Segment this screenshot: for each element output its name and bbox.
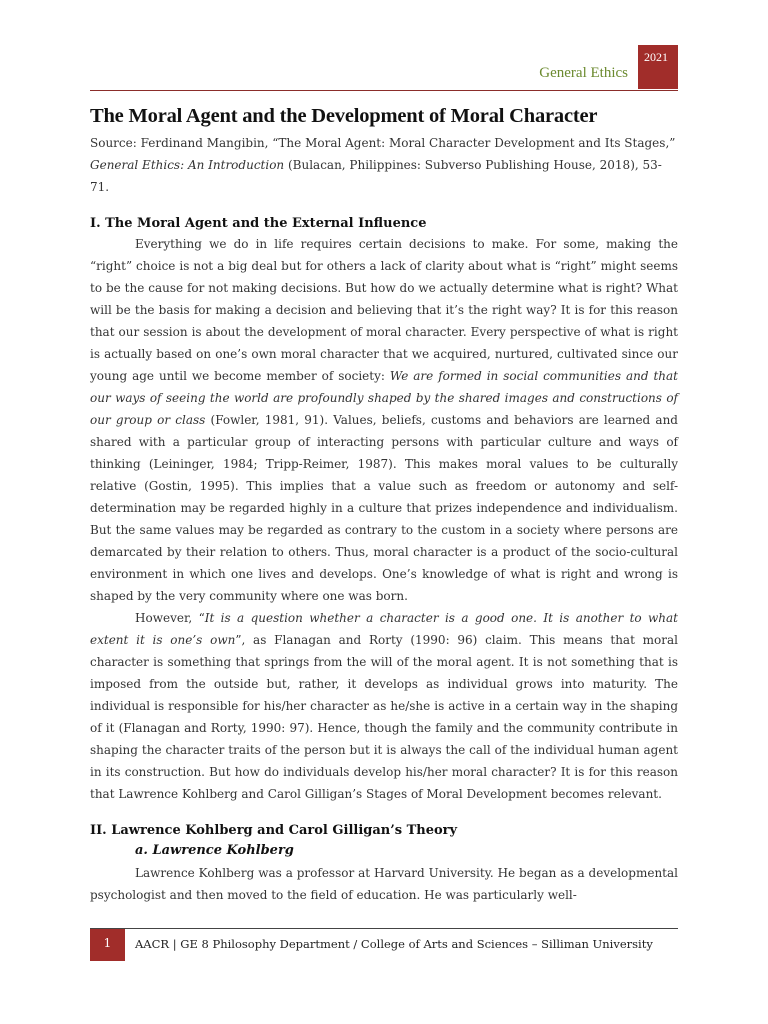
subsection-heading: a. Lawrence Kohlberg bbox=[135, 843, 294, 858]
paragraph-3: Lawrence Kohlberg was a professor at Harvard University. He began as a developmental psychologist and then moved to the field of education. He was particularly well- bbox=[90, 866, 678, 902]
paragraph-1 bbox=[90, 233, 678, 607]
document-body bbox=[90, 105, 678, 906]
paragraph-1-text-a: Everything we do in life requires certain decisions to make. For some, making the “right” choice is not a big deal but for others a lack of clarity about what is “right” might seems to be the cause for not making decisions. But how do we actually determine what is right? What will be the basis for making a decision and believing that it’s the right way? It is for this reason that our session is about the development of moral character. Every perspective of what is right is actually based on one’s own moral character that we acquired, nurtured, cultivated since our young age until we become member of society: bbox=[90, 237, 678, 383]
paragraph-1-quote: We are formed in social communities and that our ways of seeing the world are profoundly shaped by the shared images and constructions of our group or class bbox=[90, 369, 678, 427]
header-year-badge: 2021 bbox=[638, 45, 678, 89]
source-suffix: (Bulacan, Philippines: Subverso Publishing House, 2018), 53-71. bbox=[90, 158, 662, 194]
document-title: The Moral Agent and the Development of Moral Character bbox=[90, 105, 598, 127]
paragraph-2-quote: It is a question whether a character is a good one. It is another to what extent it is one’s own bbox=[90, 611, 678, 647]
source-book-title: General Ethics: An Introduction bbox=[90, 158, 285, 172]
paragraph-1-text-b: (Fowler, 1981, 91). Values, beliefs, customs and behaviors are learned and shared with a particular group of interacting persons with particular culture and ways of thinking (Leininger, 1984; Tripp-Reimer, 1987). This makes moral values to be culturally relative (Gostin, 1995). This implies that a value such as freedom or autonomy and self-determination may be regarded highly in a culture that prizes independence and individualism. But the same values may be regarded as contrary to the custom in a society where persons are demarcated by their relation to others. Thus, moral character is a product of the socio-cultural environment in which one lives and develops. One’s knowledge of what is right and wrong is shaped by the very community where one was born. bbox=[90, 413, 678, 603]
paragraph-2-text-a: However, “ bbox=[135, 611, 205, 625]
footer-text: AACR | GE 8 Philosophy Department / College of Arts and Sciences – Silliman University bbox=[135, 937, 653, 951]
section-heading-1: I. The Moral Agent and the External Influence bbox=[90, 216, 427, 231]
page-header bbox=[90, 45, 678, 91]
section-heading-2: II. Lawrence Kohlberg and Carol Gilligan’s Theory bbox=[90, 823, 458, 838]
source-prefix: Source: Ferdinand Mangibin, “The Moral Agent: Moral Character Development and Its Stages,” bbox=[90, 136, 676, 150]
paragraph-2 bbox=[90, 607, 678, 805]
source-citation bbox=[90, 132, 678, 198]
header-title: General Ethics bbox=[539, 65, 628, 81]
paragraph-2-text-b: ”, as Flanagan and Rorty (1990: 96) claim. This means that moral character is something that springs from the will of the moral agent. It is not something that is imposed from the outside but, rather, it develops as individual grows into maturity. The individual is responsible for his/her character as he/she is active in a certain way in the shaping of it (Flanagan and Rorty, 1990: 97). Hence, though the family and the community contribute in shaping the character traits of the person but it is always the call of the individual human agent in its construction. But how do individuals develop his/her moral character? It is for this reason that Lawrence Kohlberg and Carol Gilligan’s Stages of Moral Development becomes relevant. bbox=[90, 633, 679, 801]
page-footer bbox=[90, 928, 678, 961]
page-number: 1 bbox=[90, 929, 125, 961]
